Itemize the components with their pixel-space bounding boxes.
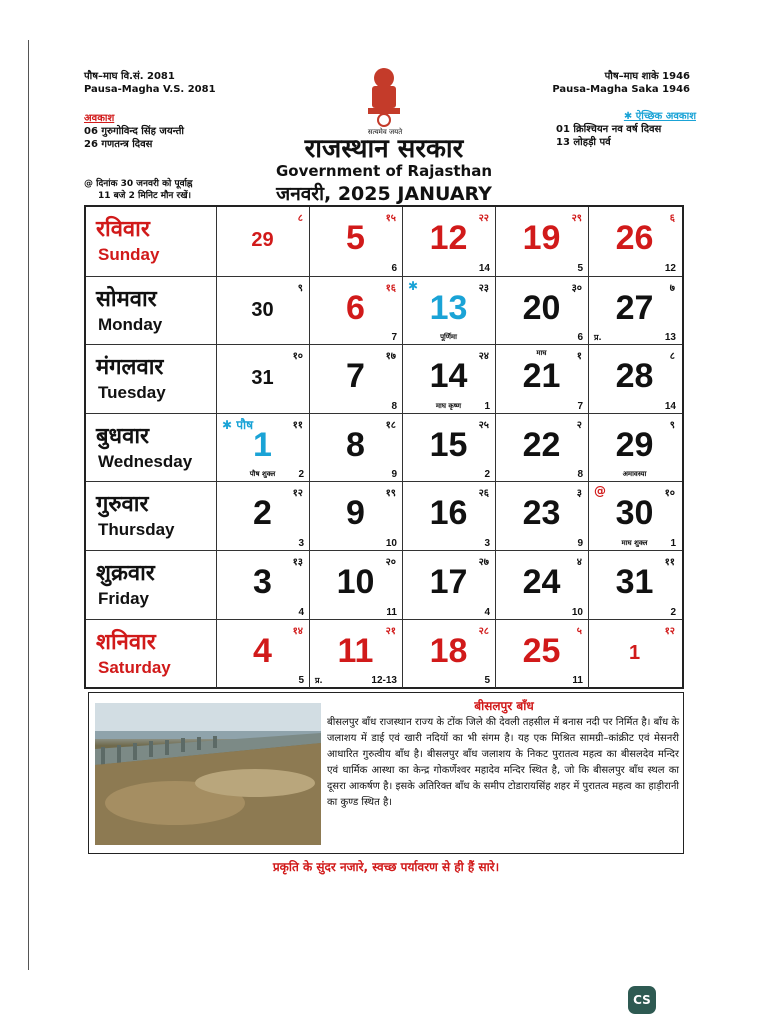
date-number: 8	[346, 425, 365, 464]
nakshatra-number: 6	[577, 332, 583, 344]
nakshatra-number: 4	[298, 606, 304, 618]
date-number: 3	[253, 563, 272, 601]
date-number: 12	[429, 219, 468, 257]
weekday-label-cell	[86, 482, 217, 551]
saka-english: Pausa-Magha Saka 1946	[552, 84, 690, 95]
holiday-marker: ✱	[408, 278, 419, 293]
nakshatra-number: 14	[478, 262, 490, 274]
tithi-number: १६	[385, 282, 396, 294]
date-cell[interactable]	[402, 620, 496, 689]
weekday-hindi: सोमवार	[96, 286, 157, 312]
nakshatra-number: 7	[577, 400, 583, 412]
date-cell[interactable]	[216, 345, 310, 414]
date-cell[interactable]	[309, 620, 403, 689]
weekday-label-cell	[86, 414, 217, 483]
tithi-number: १५	[385, 213, 396, 224]
month-title: जनवरी, 2025 JANUARY	[276, 183, 492, 205]
date-number: 5	[346, 219, 365, 257]
date-cell[interactable]	[402, 207, 496, 276]
tithi-number: २९	[571, 213, 582, 224]
date-number: 27	[615, 288, 654, 327]
nakshatra-number: 9	[577, 537, 583, 549]
weekday-english: Monday	[98, 314, 163, 334]
vs-hindi: पौष–माघ वि.सं. 2081	[84, 71, 175, 82]
date-cell[interactable]	[588, 345, 681, 414]
saka-hindi: पौष–माघ शाके 1946	[604, 71, 690, 82]
tithi-number: २८	[478, 625, 489, 637]
tithi-number: २४	[478, 351, 489, 363]
nakshatra-number: 1	[484, 400, 490, 412]
nakshatra-number: 3	[484, 537, 490, 549]
weekday-english: Wednesday	[98, 451, 193, 471]
nakshatra-number: 1	[670, 537, 676, 549]
date-cell[interactable]	[216, 551, 310, 620]
date-number: 9	[346, 494, 365, 533]
date-number: 10	[336, 563, 375, 601]
weekday-english: Sunday	[98, 245, 160, 264]
nakshatra-number: 8	[391, 400, 397, 412]
camscanner-badge[interactable]: CS	[628, 986, 656, 1014]
weekday-english: Saturday	[98, 657, 171, 677]
date-number: 14	[429, 357, 468, 396]
date-number: 4	[253, 631, 272, 670]
weekday-hindi: शनिवार	[96, 629, 156, 655]
tithi-number: २	[576, 419, 582, 431]
weekday-label-cell	[86, 620, 217, 689]
date-cell[interactable]	[588, 620, 681, 689]
date-number: 6	[346, 288, 365, 327]
nakshatra-number: 14	[664, 400, 676, 412]
tithi-caption: अमावस्या	[622, 470, 647, 479]
tithi-number: १९	[385, 488, 396, 500]
nakshatra-number: 8	[577, 469, 583, 481]
date-number: 30	[615, 494, 654, 533]
date-number: 30	[251, 298, 274, 321]
date-cell[interactable]	[216, 414, 310, 483]
date-cell[interactable]	[495, 482, 589, 551]
tithi-number: १२	[664, 625, 675, 637]
nakshatra-number: 12-13	[371, 675, 397, 687]
date-cell[interactable]	[588, 277, 681, 346]
tithi-number: १	[576, 351, 582, 363]
date-cell[interactable]	[588, 207, 681, 276]
tithi-number: ८	[669, 351, 675, 363]
date-number: 22	[522, 425, 561, 464]
title-hindi: राजस्थान सरकार	[304, 134, 464, 164]
date-number: 24	[522, 563, 561, 601]
tithi-caption: पौष शुक्ल	[249, 470, 276, 479]
date-cell[interactable]	[588, 482, 681, 551]
info-text: बीसलपुर बाँध राजस्थान राज्य के टोंक जिले की देवली तहसील में बनास नदी पर निर्मित है। बाँध के जलाशय में डाई एवं खारी नदियों का भी संगम है। यह एक मिश्रित सामग्री–कांक्रीट एवं मेसनरी आधारित गुरुत्वीय बाँध है। बीसलपुर बाँध जलाशय के निकट पुरातत्व महत्व का बीसलदेव मन्दिर एवं धार्मिक आस्था का केन्द्र गोकर्णेश्वर महादेव मन्दिर स्थित है, जो कि बीसलपुर बाँध स्थल का दूसरा आकर्षण है। इसके अतिरिक्त बाँध के समीप टोडारायसिंह शहर में पुरातत्व महत्व का हाड़ीरानी का कुण्ड स्थित है।	[327, 717, 679, 808]
holiday-item: 26 गणतन्त्र दिवस	[84, 139, 153, 150]
tithi-number: २१	[385, 625, 396, 637]
weekday-hindi: मंगलवार	[96, 355, 164, 381]
date-cell[interactable]	[309, 345, 403, 414]
motto: सत्यमेव जयते	[367, 128, 403, 136]
tithi-number: ३	[576, 488, 582, 500]
date-cell[interactable]	[495, 414, 589, 483]
week-row	[86, 413, 682, 483]
week-row	[86, 550, 682, 620]
note-line: @ दिनांक 30 जनवरी को पूर्वाह्न	[84, 179, 193, 189]
dam-photo	[95, 703, 321, 845]
weekday-hindi: रविवार	[96, 217, 150, 242]
tithi-number: ३०	[571, 282, 582, 294]
nakshatra-number: 11	[572, 675, 583, 687]
weekday-hindi: बुधवार	[96, 423, 150, 449]
date-number: 29	[251, 229, 274, 251]
optional-holiday-item: 13 लोहड़ी पर्व	[556, 137, 611, 148]
tithi-number: २५	[478, 419, 489, 431]
tithi-number: ११	[292, 419, 303, 431]
tithi-number: १०	[292, 351, 303, 363]
date-number: 15	[429, 425, 468, 464]
date-cell[interactable]	[495, 620, 589, 689]
week-row	[86, 276, 682, 346]
date-cell[interactable]	[402, 277, 496, 346]
pradosh-mark: प्र.	[315, 676, 323, 686]
weekday-english: Tuesday	[98, 383, 166, 403]
date-cell[interactable]	[309, 277, 403, 346]
tithi-number: ८	[297, 213, 303, 224]
info-panel	[88, 692, 684, 854]
date-number: 23	[522, 494, 561, 533]
date-number: 31	[251, 367, 274, 390]
tithi-caption: माघ कृष्ण	[435, 401, 462, 410]
date-cell[interactable]	[309, 482, 403, 551]
title-english: Government of Rajasthan	[275, 162, 493, 180]
date-number: 16	[429, 494, 468, 533]
tithi-number: २७	[478, 557, 489, 568]
date-number: 19	[522, 219, 561, 257]
date-cell[interactable]	[588, 551, 681, 620]
tithi-caption: पूर्णिमा	[440, 333, 457, 342]
tithi-number: ७	[669, 282, 675, 294]
date-cell[interactable]	[309, 207, 403, 276]
tithi-number: ४	[576, 557, 582, 568]
holidays-title: अवकाश	[84, 113, 115, 124]
date-number: 1	[253, 425, 272, 464]
date-cell[interactable]	[402, 482, 496, 551]
date-cell[interactable]	[402, 414, 496, 483]
tithi-number: १०	[664, 488, 675, 500]
week-row	[86, 344, 682, 414]
date-number: 28	[615, 357, 654, 396]
tithi-number: १७	[385, 351, 396, 363]
date-number: 7	[346, 357, 365, 396]
nakshatra-number: 11	[386, 606, 397, 618]
date-number: 25	[522, 631, 561, 670]
weekday-english: Friday	[98, 589, 150, 608]
date-cell[interactable]	[216, 277, 310, 346]
weekday-label-cell	[86, 207, 217, 276]
state-emblem-icon	[356, 64, 412, 132]
weekday-hindi: गुरुवार	[96, 492, 149, 518]
date-cell[interactable]	[216, 482, 310, 551]
nakshatra-number: 5	[298, 675, 304, 687]
month-tag: माघ	[536, 349, 547, 358]
nakshatra-number: 3	[298, 537, 304, 549]
note-line: 11 बजे 2 मिनिट मौन रखें।	[98, 191, 192, 201]
nakshatra-number: 10	[385, 537, 397, 549]
date-number: 2	[253, 494, 272, 533]
weekday-label-cell	[86, 277, 217, 346]
tithi-number: २६	[478, 488, 489, 500]
weekday-hindi: शुक्रवार	[96, 561, 155, 586]
nakshatra-number: 13	[664, 332, 676, 344]
weekday-label-cell	[86, 345, 217, 414]
date-cell[interactable]	[216, 207, 310, 276]
nakshatra-number: 10	[571, 606, 583, 618]
date-cell[interactable]	[495, 207, 589, 276]
silence-note	[84, 178, 234, 202]
calendar-grid	[84, 205, 684, 689]
optional-holidays-title: ✱ ऐच्छिक अवकाश	[623, 111, 696, 122]
tithi-number: ९	[297, 282, 303, 294]
date-number: 1	[628, 641, 641, 664]
nakshatra-number: 2	[670, 606, 676, 618]
nakshatra-number: 2	[484, 469, 490, 481]
saka-header	[530, 70, 690, 96]
environment-slogan: प्रकृति के सुंदर नजारे, स्वच्छ पर्यावरण से ही हैं सारे।	[272, 860, 500, 874]
date-cell[interactable]	[216, 620, 310, 689]
date-number: 11	[337, 631, 374, 670]
date-number: 26	[615, 219, 654, 257]
date-cell[interactable]	[495, 551, 589, 620]
optional-holidays-block	[556, 110, 696, 149]
page-edge-line	[28, 40, 29, 970]
date-cell[interactable]	[495, 277, 589, 346]
holiday-marker: ✱ पौष	[222, 417, 254, 432]
vs-english: Pausa-Magha V.S. 2081	[84, 84, 216, 95]
nakshatra-number: 6	[391, 262, 397, 274]
date-cell[interactable]	[309, 414, 403, 483]
date-number: 29	[615, 425, 654, 464]
tithi-number: २२	[478, 213, 489, 224]
tithi-number: २०	[385, 557, 396, 568]
tithi-number: १३	[292, 557, 303, 568]
nakshatra-number: 5	[484, 675, 490, 687]
holiday-item: 06 गुरुगोविन्द सिंह जयन्ती	[84, 126, 184, 137]
optional-holiday-item: 01 क्रिश्चियन नव वर्ष दिवस	[556, 124, 662, 135]
date-number: 21	[522, 357, 561, 396]
tithi-number: ९	[669, 419, 675, 431]
date-number: 20	[522, 288, 561, 327]
date-number: 18	[429, 631, 468, 670]
tithi-number: ११	[664, 557, 675, 568]
tithi-number: ५	[576, 625, 582, 637]
holiday-marker: @	[594, 484, 606, 499]
pradosh-mark: प्र.	[594, 333, 602, 343]
tithi-number: ६	[669, 213, 675, 224]
date-number: 31	[615, 563, 654, 601]
tithi-number: १२	[292, 488, 303, 500]
date-cell[interactable]	[402, 345, 496, 414]
week-row	[86, 481, 682, 551]
date-cell[interactable]	[402, 551, 496, 620]
date-number: 13	[429, 288, 468, 327]
weekday-label-cell	[86, 551, 217, 620]
tithi-caption: माघ शुक्ल	[621, 538, 648, 547]
tithi-number: १४	[292, 625, 303, 637]
vikram-samvat-header	[84, 70, 284, 96]
date-cell[interactable]	[309, 551, 403, 620]
nakshatra-number: 12	[664, 262, 676, 274]
nakshatra-number: 9	[391, 469, 397, 481]
nakshatra-number: 5	[577, 262, 583, 274]
week-row	[86, 619, 682, 689]
tithi-number: १८	[385, 419, 396, 431]
nakshatra-number: 4	[484, 606, 490, 618]
nakshatra-number: 7	[391, 332, 397, 344]
date-cell[interactable]	[588, 414, 681, 483]
info-title: बीसलपुर बाँध	[474, 699, 534, 713]
week-row	[86, 207, 682, 276]
nakshatra-number: 2	[298, 469, 304, 481]
date-number: 17	[429, 563, 468, 601]
date-cell[interactable]	[495, 345, 589, 414]
weekday-english: Thursday	[98, 520, 175, 540]
tithi-number: २३	[478, 282, 489, 294]
